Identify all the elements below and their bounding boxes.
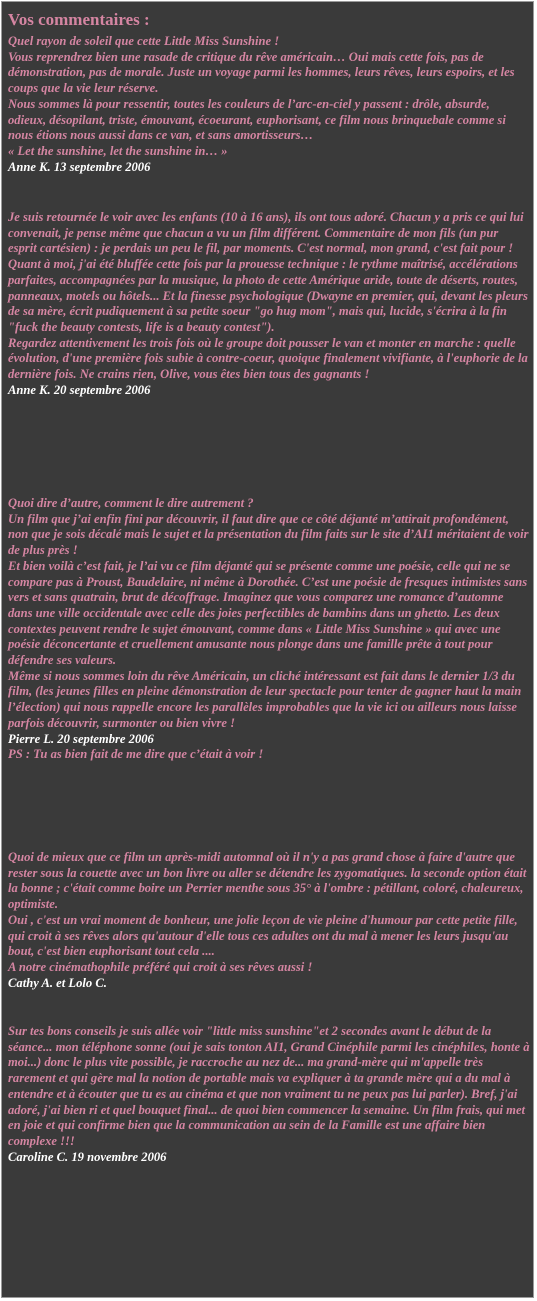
comment-paragraph: Vous reprendrez bien une rasade de critique du rêve américain… Oui mais cette fois, pas de démonstration, pas de morale. Juste un voyage parmi les hommes, leurs rêves, leurs espoirs, et les coups que la vie leur réserve. (8, 49, 515, 96)
comment-signature: Anne K. 13 septembre 2006 (8, 159, 151, 174)
comment-paragraph: Quoi dire d’autre, comment le dire autrement ? (8, 496, 254, 510)
comment-paragraph: « Let the sunshine, let the sunshine in… » (8, 143, 228, 158)
comment-4 (8, 850, 530, 991)
comment-signature: Cathy A. et Lolo C. (8, 975, 107, 990)
comment-paragraph: Et bien voilà c’est fait, je l’ai vu ce film déjanté qui se présente comme une poésie, celle qui ne se compare pas à Proust, Baudelaire, ni même à Dorothée. C’est une poésie de fresques intimistes sans vers et sans quatrain, brut de décoffrage. Imaginez que vous comparez une romance d’automne dans une ville occidentale avec celle des joies perfectibles de bambins dans un ghetto. Les deux contextes peuvent rendre le sujet émouvant, comme dans « Little Miss Sunshine » qui avec une poésie déconcertante et cruellement amusante nous plonge dans une famille prête à tout pour défendre ses valeurs. (8, 558, 528, 668)
comment-signature: Pierre L. 20 septembre 2006 (8, 731, 154, 746)
comment-postscript: PS : Tu as bien fait de me dire que c’était à voir ! (8, 747, 264, 762)
comments-panel (1, 1, 534, 1298)
comment-signature: Caroline C. 19 novembre 2006 (8, 1149, 167, 1164)
comment-paragraph: Même si nous sommes loin du rêve Américain, un cliché intéressant est fait dans le dernier 1/3 du film, (les jeunes filles en pleine démonstration de leur spectacle pour tenter de gagner haut la main l’élection) qui nous rappelle encore les parallèles improbables que la vie ici ou ailleurs nous laisse parfois découvrir, surmonter ou bien vivre ! (8, 668, 522, 730)
comment-paragraph: Quant à moi, j'ai été bluffée cette fois par la prouesse technique : le rythme maîtrisé, accélérations parfaites, accompagnées par la musique, la photo de cette Amérique aride, toute de déserts, routes, panneaux, motels ou hôtels... Et la finesse psychologique (Dwayne en premier, qui, devant les pleurs de sa mère, écrit pudiquement à sa petite soeur "go hug mom", mais qui, lucide, s'écrira à la fin "fuck the beauty contests, life is a beauty contest"). (8, 257, 528, 334)
comment-signature: Anne K. 20 septembre 2006 (8, 382, 151, 397)
comment-paragraph: Regardez attentivement les trois fois où le groupe doit pousser le van et monter en marche : quelle évolution, d'une première fois subie à contre-coeur, quoique finalement vivifiante, à l'euphorie de la dernière fois. Ne crains rien, Olive, vous êtes bien tous des gagnants ! (8, 335, 528, 382)
section-heading: Vos commentaires : (8, 10, 150, 29)
comment-paragraph: A notre cinémathophile préféré qui croit à ses rêves aussi ! (8, 959, 313, 974)
comment-5 (8, 1024, 530, 1165)
comment-paragraph: Un film que j’ai enfin fini par découvrir, il faut dire que ce côté déjanté m’attirait profondément, non que je sois décalé mais le sujet et la présentation du film faits sur le site d’AI1 méritaient de voir de plus près ! (8, 511, 529, 558)
comment-2 (8, 210, 530, 398)
comment-paragraph: Nous sommes là pour ressentir, toutes les couleurs de l’arc-en-ciel y passent : drôle, absurde, odieux, désopilant, triste, émouvant, écoeurant, euphorisant, ce film nous brinquebale comme si nous étions nous aussi dans ce van, et sans amortisseurs… (8, 96, 506, 143)
comment-paragraph: Je suis retournée le voir avec les enfants (10 à 16 ans), ils ont tous adoré. Chacun y a pris ce qui lui convenait, je pense même que chacun a vu un film différent. Commentaire de mon fils (un pur esprit cartésien) : je perdais un peu le fil, par moments. C'est normal, mon grand, c'est fait pour ! (8, 210, 524, 256)
comment-3 (8, 496, 530, 763)
comment-1 (8, 34, 530, 175)
comment-paragraph: Quoi de mieux que ce film un après-midi automnal où il n'y a pas grand chose à faire d'autre que rester sous la couette avec un bon livre ou aller se détendre les zygomatiques. la seconde option était la bonne ; c'était comme boire un Perrier menthe sous 35° à l'ombre : pétillant, coloré, chaleureux, optimiste. (8, 850, 527, 912)
comment-paragraph: Oui , c'est un vrai moment de bonheur, une jolie leçon de vie pleine d'humour par cette petite fille, qui croit à ses rêves alors qu'autour d'elle tous ces adultes ont du mal à mener les leurs jusqu'au bout, c'est bien euphorisant tout cela .... (8, 912, 518, 959)
comment-paragraph: Quel rayon de soleil que cette Little Miss Sunshine ! (8, 34, 280, 48)
comment-paragraph: Sur tes bons conseils je suis allée voir "little miss sunshine"et 2 secondes avant le début de la séance... mon téléphone sonne (oui je sais tonton AI1, Grand Cinéphile parmi les cinéphiles, honte à moi...) donc le plus vite possible, je raccroche au nez de... ma grand-mère qui m'appelle très rarement et qui gère mal la notion de portable mais va expliquer à ta grande mère qui a du mal à entendre et à écouter que tu es au cinéma et que non vraiment tu ne peux pas lui parler). Bref, j'ai adoré, j'ai bien ri et quel bouquet final... de quoi bien commencer la semaine. Un film frais, qui met en joie et qui confirme bien que la communication au sein de la Famille est une affaire bien complexe !!! (8, 1024, 530, 1148)
